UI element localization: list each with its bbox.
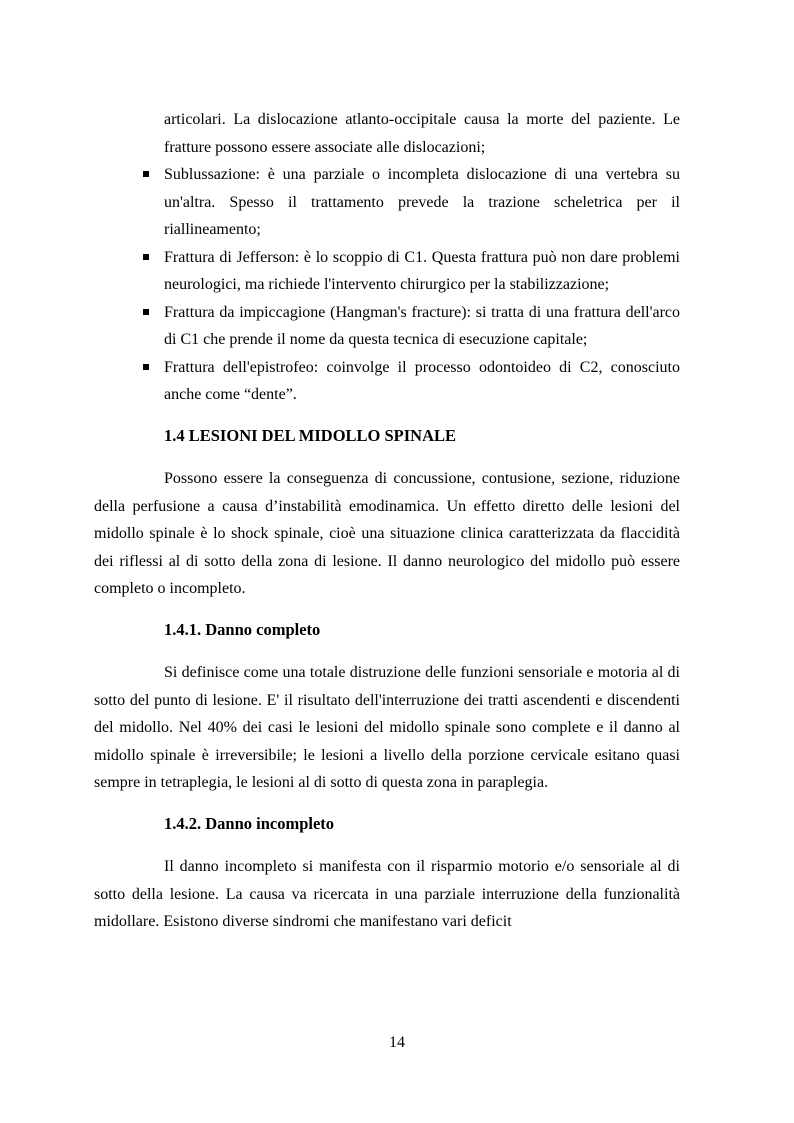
bullet-item xyxy=(94,244,680,299)
bullet-item xyxy=(94,161,680,244)
bullet-item-text: Frattura dell'epistrofeo: coinvolge il processo odontoideo di C2, conosciuto anche come “dente”. xyxy=(164,358,680,403)
bullet-item xyxy=(94,354,680,409)
bullet-continuation-paragraph: articolari. La dislocazione atlanto-occipitale causa la morte del paziente. Le fratture possono essere associate alle dislocazioni; xyxy=(164,111,680,156)
page-body xyxy=(94,106,680,936)
subsection-1-4-1-paragraph: Si definisce come una totale distruzione delle funzioni sensoriale e motoria al di sotto del punto di lesione. E' il risultato dell'interruzione dei tratti ascendenti e discendenti del midollo. Nel 40% dei casi le lesioni del midollo spinale sono complete e il danno al midollo spinale è irreversibile; le lesioni a livello della porzione cervicale esitano quasi sempre in tetraplegia, le lesioni al di sotto di questa zona in paraplegia. xyxy=(94,664,680,791)
page-number: 14 xyxy=(389,1034,405,1051)
bullet-item-text: Frattura da impiccagione (Hangman's fracture): si tratta di una frattura dell'arco di C1 che prende il nome da questa tecnica di esecuzione capitale; xyxy=(164,303,680,348)
bullet-item-text: Sublussazione: è una parziale o incompleta dislocazione di una vertebra su un'altra. Spesso il trattamento prevede la trazione scheletrica per il riallineamento; xyxy=(164,166,680,238)
bullet-square-icon xyxy=(143,171,149,177)
subsection-heading-1-4-1: 1.4.1. Danno completo xyxy=(164,619,321,639)
bullet-square-icon xyxy=(143,309,149,315)
bullet-square-icon xyxy=(143,254,149,260)
bullet-item xyxy=(94,299,680,354)
page-footer xyxy=(0,1033,794,1053)
section-1-4-intro-paragraph: Possono essere la conseguenza di concussione, contusione, sezione, riduzione della perfusione a causa d’instabilità emodinamica. Un effetto diretto delle lesioni del midollo spinale è lo shock spinale, cioè una situazione clinica caratterizzata da flaccidità dei riflessi al di sotto della zona di lesione. Il danno neurologico del midollo può essere completo o incompleto. xyxy=(94,470,680,597)
bullet-item-text: Frattura di Jefferson: è lo scoppio di C1. Questa frattura può non dare problemi neurologici, ma richiede l'intervento chirurgico per la stabilizzazione; xyxy=(164,248,680,293)
subsection-heading-1-4-2: 1.4.2. Danno incompleto xyxy=(164,813,335,833)
bullet-square-icon xyxy=(143,364,149,370)
subsection-1-4-2-paragraph: Il danno incompleto si manifesta con il risparmio motorio e/o sensoriale al di sotto della lesione. La causa va ricercata in una parziale interruzione della funzionalità midollare. Esistono diverse sindromi che manifestano vari deficit xyxy=(94,858,680,930)
section-heading-1-4: 1.4 LESIONI DEL MIDOLLO SPINALE xyxy=(164,425,457,445)
fracture-bullet-list xyxy=(94,161,680,409)
